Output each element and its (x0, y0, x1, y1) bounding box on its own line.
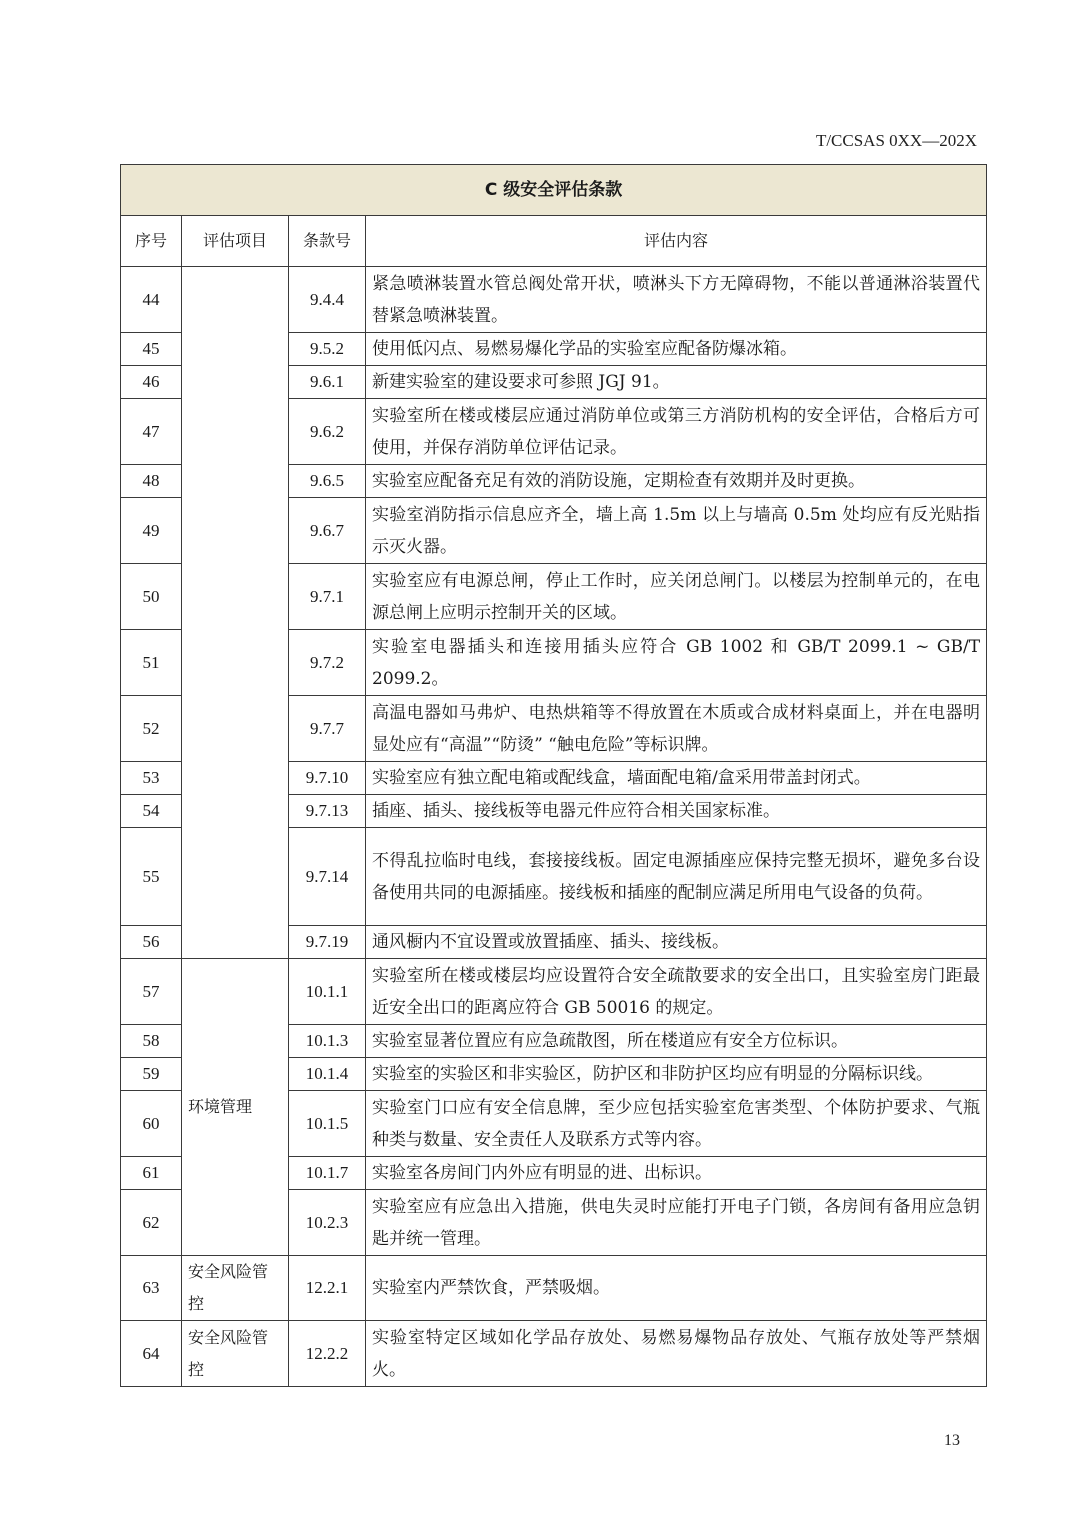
row-clause: 10.1.7 (289, 1157, 366, 1190)
row-no: 57 (121, 959, 182, 1025)
row-content: 新建实验室的建设要求可参照 JGJ 91。 (366, 366, 987, 399)
row-clause: 9.6.2 (289, 399, 366, 465)
row-clause: 9.5.2 (289, 333, 366, 366)
column-header-content: 评估内容 (366, 216, 987, 267)
row-no: 52 (121, 696, 182, 762)
row-clause: 12.2.1 (289, 1256, 366, 1321)
row-clause: 9.7.2 (289, 630, 366, 696)
row-clause: 10.2.3 (289, 1190, 366, 1256)
row-no: 59 (121, 1058, 182, 1091)
row-no: 49 (121, 498, 182, 564)
row-no: 58 (121, 1025, 182, 1058)
item-cell-empty (182, 267, 289, 959)
row-clause: 10.1.4 (289, 1058, 366, 1091)
row-item: 安全风险管控 (182, 1321, 289, 1387)
row-no: 44 (121, 267, 182, 333)
row-clause: 9.7.1 (289, 564, 366, 630)
row-item: 安全风险管控 (182, 1256, 289, 1321)
row-content: 实验室显著位置应有应急疏散图，所在楼道应有安全方位标识。 (366, 1025, 987, 1058)
row-no: 45 (121, 333, 182, 366)
row-content: 高温电器如马弗炉、电热烘箱等不得放置在木质或合成材料桌面上，并在电器明显处应有“高温”“防烫” “触电危险”等标识牌。 (366, 696, 987, 762)
row-no: 61 (121, 1157, 182, 1190)
table-row (121, 1256, 987, 1321)
column-header-clause: 条款号 (289, 216, 366, 267)
table-row (121, 267, 987, 333)
row-clause: 9.6.7 (289, 498, 366, 564)
row-content: 实验室应有应急出入措施，供电失灵时应能打开电子门锁，各房间有备用应急钥匙并统一管理。 (366, 1190, 987, 1256)
row-no: 48 (121, 465, 182, 498)
row-content: 实验室门口应有安全信息牌，至少应包括实验室危害类型、个体防护要求、气瓶种类与数量、安全责任人及联系方式等内容。 (366, 1091, 987, 1157)
evaluation-table (120, 164, 987, 1387)
row-clause: 9.7.14 (289, 828, 366, 926)
row-content: 实验室的实验区和非实验区，防护区和非防护区均应有明显的分隔标识线。 (366, 1058, 987, 1091)
row-clause: 9.7.10 (289, 762, 366, 795)
item-env-management: 环境管理 (182, 959, 289, 1256)
row-content: 实验室应有独立配电箱或配线盒，墙面配电箱/盒采用带盖封闭式。 (366, 762, 987, 795)
row-content: 实验室内严禁饮食，严禁吸烟。 (366, 1256, 987, 1321)
row-clause: 9.7.13 (289, 795, 366, 828)
row-content: 实验室电器插头和连接用插头应符合 GB 1002 和 GB/T 2099.1 ~ GB/T 2099.2。 (366, 630, 987, 696)
row-no: 55 (121, 828, 182, 926)
row-content: 实验室特定区域如化学品存放处、易燃易爆物品存放处、气瓶存放处等严禁烟火。 (366, 1321, 987, 1387)
document-code: T/CCSAS 0XX—202X (815, 131, 977, 150)
row-no: 53 (121, 762, 182, 795)
table-title: C 级安全评估条款 (121, 165, 987, 216)
row-clause: 10.1.5 (289, 1091, 366, 1157)
table-row (121, 1321, 987, 1387)
row-no: 56 (121, 926, 182, 959)
row-content: 实验室应配备充足有效的消防设施，定期检查有效期并及时更换。 (366, 465, 987, 498)
row-no: 54 (121, 795, 182, 828)
row-clause: 9.6.1 (289, 366, 366, 399)
row-content: 实验室消防指示信息应齐全，墙上高 1.5m 以上与墙高 0.5m 处均应有反光贴指示灭火器。 (366, 498, 987, 564)
table-row (121, 959, 987, 1025)
row-no: 46 (121, 366, 182, 399)
row-content: 插座、插头、接线板等电器元件应符合相关国家标准。 (366, 795, 987, 828)
row-content: 实验室所在楼或楼层应通过消防单位或第三方消防机构的安全评估，合格后方可使用，并保存消防单位评估记录。 (366, 399, 987, 465)
row-clause: 10.1.1 (289, 959, 366, 1025)
row-clause: 10.1.3 (289, 1025, 366, 1058)
row-clause: 9.7.19 (289, 926, 366, 959)
row-no: 60 (121, 1091, 182, 1157)
row-content: 实验室应有电源总闸，停止工作时，应关闭总闸门。以楼层为控制单元的，在电源总闸上应明示控制开关的区域。 (366, 564, 987, 630)
row-clause: 12.2.2 (289, 1321, 366, 1387)
column-header-no: 序号 (121, 216, 182, 267)
row-no: 51 (121, 630, 182, 696)
row-content: 实验室各房间门内外应有明显的进、出标识。 (366, 1157, 987, 1190)
row-no: 64 (121, 1321, 182, 1387)
row-content: 实验室所在楼或楼层均应设置符合安全疏散要求的安全出口，且实验室房门距最近安全出口的距离应符合 GB 50016 的规定。 (366, 959, 987, 1025)
page-number: 13 (944, 1432, 960, 1449)
row-no: 47 (121, 399, 182, 465)
row-content: 使用低闪点、易燃易爆化学品的实验室应配备防爆冰箱。 (366, 333, 987, 366)
row-clause: 9.6.5 (289, 465, 366, 498)
row-clause: 9.4.4 (289, 267, 366, 333)
row-content: 不得乱拉临时电线，套接接线板。固定电源插座应保持完整无损坏，避免多台设备使用共同的电源插座。接线板和插座的配制应满足所用电气设备的负荷。 (366, 828, 987, 926)
column-header-item: 评估项目 (182, 216, 289, 267)
row-clause: 9.7.7 (289, 696, 366, 762)
row-content: 紧急喷淋装置水管总阀处常开状，喷淋头下方无障碍物，不能以普通淋浴装置代替紧急喷淋装置。 (366, 267, 987, 333)
row-no: 62 (121, 1190, 182, 1256)
row-no: 63 (121, 1256, 182, 1321)
row-content: 通风橱内不宜设置或放置插座、插头、接线板。 (366, 926, 987, 959)
row-no: 50 (121, 564, 182, 630)
